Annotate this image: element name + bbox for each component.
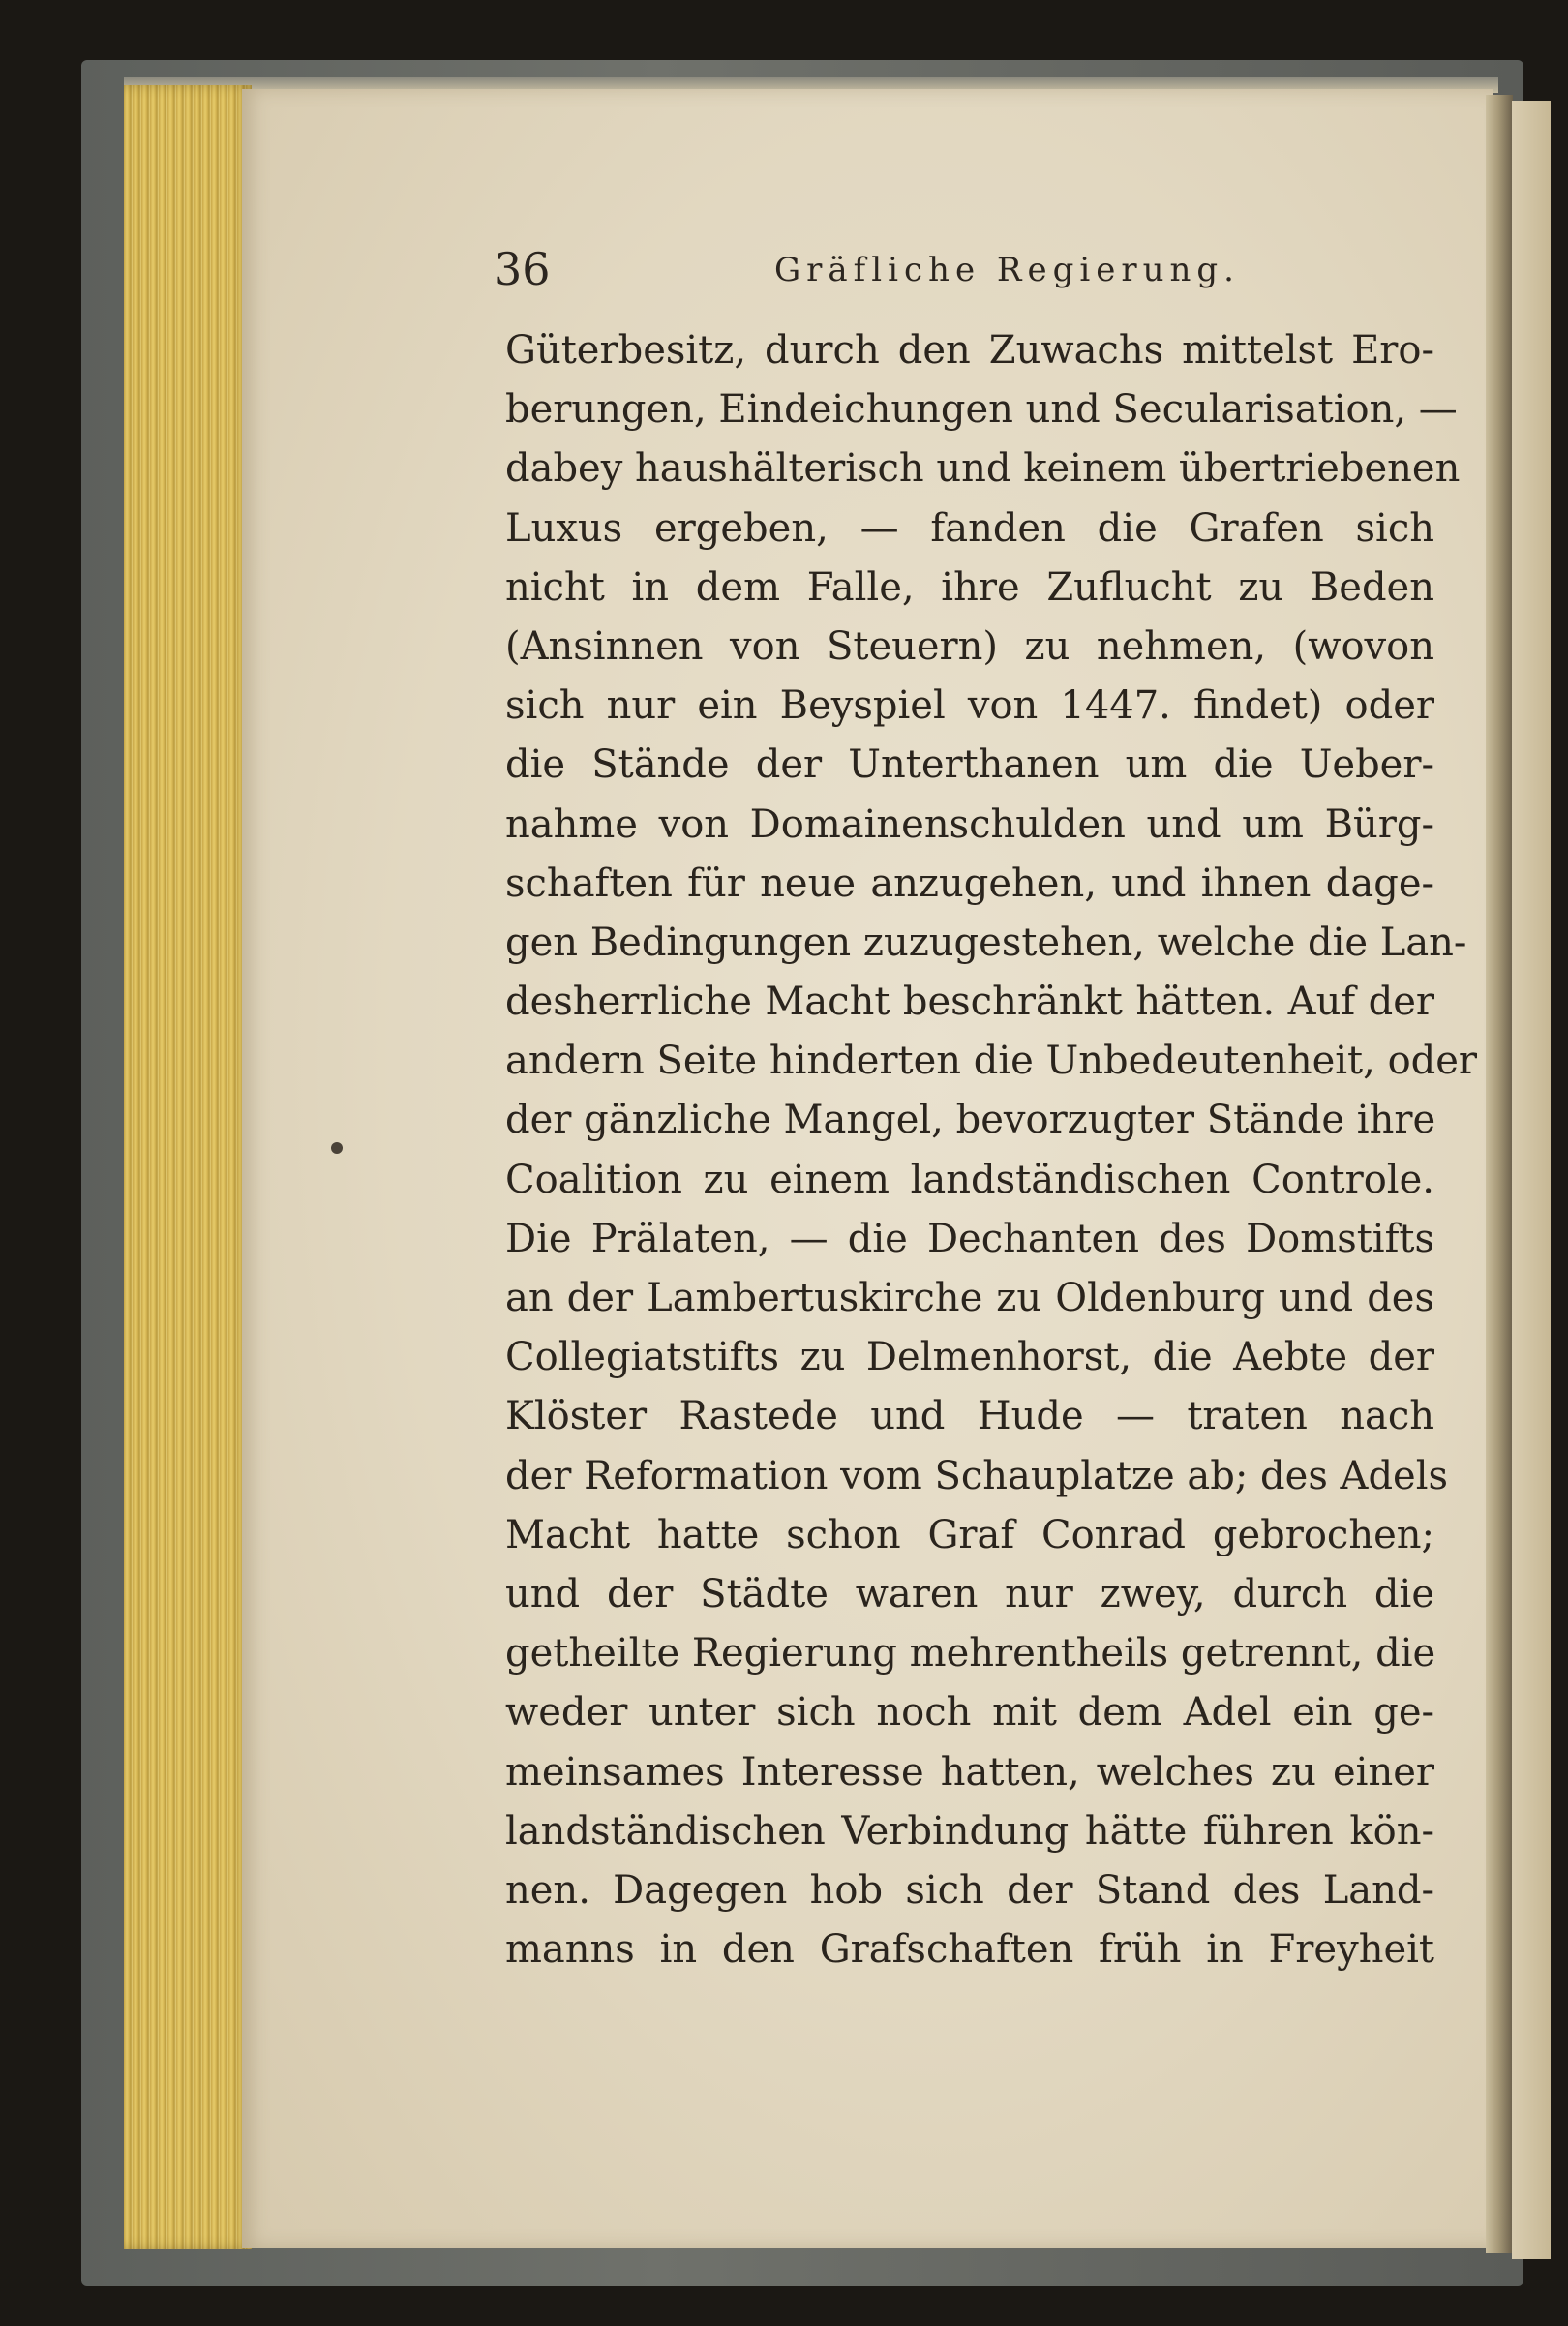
text-line: nahme von Domainenschulden und um Bürg- (505, 801, 1434, 847)
text-line: dabey haushälterisch und keinem übertriebenen (505, 446, 1461, 492)
page-edges (124, 85, 252, 2249)
text-line: der gänzliche Mangel, bevorzugter Stände ihre (505, 1098, 1436, 1143)
text-line: weder unter sich noch mit dem Adel ein ge- (505, 1690, 1434, 1736)
text-line: der Reformation vom Schauplatze ab; des Adels (505, 1453, 1449, 1498)
text-line: meinsames Interesse hatten, welches zu einer (505, 1749, 1434, 1795)
text-line: die Stände der Unterthanen um die Ueber- (505, 742, 1434, 788)
text-line: nen. Dagegen hob sich der Stand des Land- (505, 1867, 1434, 1913)
text-line: schaften für neue anzugehen, und ihnen dage- (505, 861, 1434, 906)
facing-page-edge (1512, 101, 1551, 2259)
text-line: und der Städte waren nur zwey, durch die (505, 1571, 1434, 1616)
body-text (505, 321, 1478, 1979)
text-line: sich nur ein Beyspiel von 1447. findet) oder (505, 683, 1434, 729)
text-line: manns in den Grafschaften früh in Freyheit (505, 1927, 1434, 1973)
text-line: berungen, Eindeichungen und Secularisation, — (505, 387, 1458, 433)
running-head (494, 242, 1462, 300)
text-line: Luxus ergeben, — fanden die Grafen sich (505, 505, 1434, 551)
running-title: Gräfliche Regierung. (774, 251, 1240, 289)
text-line: Macht hatte schon Graf Conrad gebrochen; (505, 1512, 1434, 1557)
text-line: getheilte Regierung mehrentheils getrennt, die (505, 1631, 1436, 1677)
text-line: Coalition zu einem landständischen Controle. (505, 1157, 1434, 1202)
page-gutter (1486, 95, 1513, 2253)
text-line: Klöster Rastede und Hude — traten nach (505, 1394, 1434, 1439)
text-line: andern Seite hinderten die Unbedeutenheit, oder (505, 1039, 1478, 1084)
text-line: (Ansinnen von Steuern) zu nehmen, (wovon (505, 623, 1434, 669)
page-number: 36 (494, 243, 551, 295)
text-line: Güterbesitz, durch den Zuwachs mittelst Ero- (505, 328, 1434, 373)
text-line: gen Bedingungen zuzugestehen, welche die Lan- (505, 920, 1467, 965)
paper-speck (331, 1142, 343, 1154)
text-line: Die Prälaten, — die Dechanten des Domstifts (505, 1216, 1434, 1261)
text-line: desherrliche Macht beschränkt hätten. Auf der (505, 980, 1434, 1025)
text-line: landständischen Verbindung hätte führen kön- (505, 1808, 1434, 1854)
text-line: an der Lambertuskirche zu Oldenburg und des (505, 1276, 1434, 1320)
text-line: Collegiatstifts zu Delmenhorst, die Aebte der (505, 1335, 1434, 1380)
text-line: nicht in dem Falle, ihre Zuflucht zu Beden (505, 564, 1434, 610)
